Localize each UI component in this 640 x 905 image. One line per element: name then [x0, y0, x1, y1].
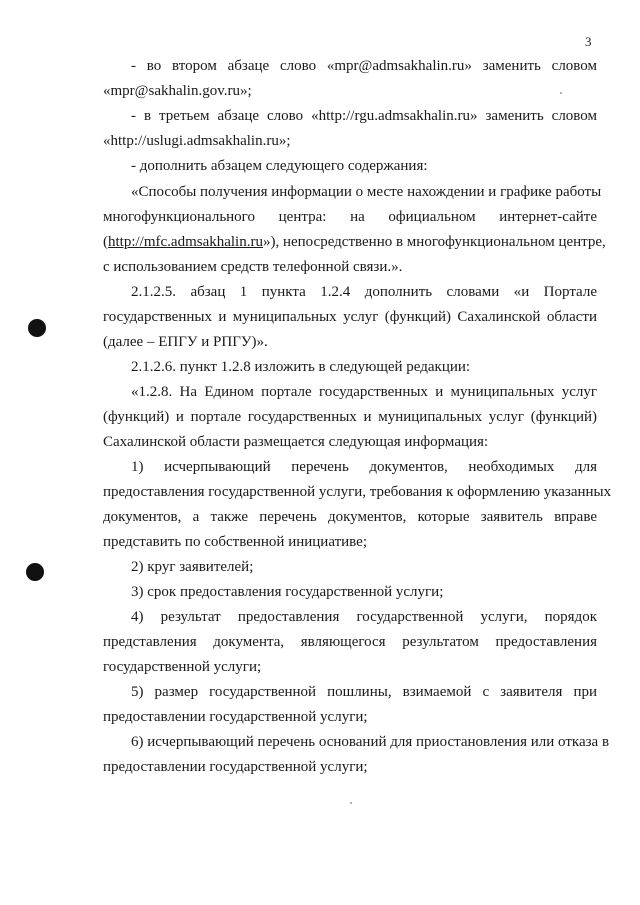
- paren: (: [103, 234, 108, 250]
- text-line: 1) исчерпывающий перечень документов, необходимых для: [131, 459, 597, 475]
- text-line: представления документа, являющегося результатом предоставления: [103, 634, 597, 650]
- text-line: 4) результат предоставления государственной услуги, порядок: [131, 609, 597, 625]
- text-line: «mpr@sakhalin.gov.ru»;: [103, 83, 252, 99]
- scan-speck: [560, 92, 562, 94]
- page-number: 3: [585, 34, 592, 49]
- text-line: [103, 233, 606, 251]
- text-line: «1.2.8. На Едином портале государственных и муниципальных услуг: [131, 384, 597, 400]
- text-line: (далее – ЕПГУ и РПГУ)».: [103, 334, 268, 350]
- text-line: «http://uslugi.admsakhalin.ru»;: [103, 133, 291, 149]
- text-line: с использованием средств телефонной связи.».: [103, 259, 403, 275]
- text-line: Сахалинской области размещается следующая информация:: [103, 434, 489, 450]
- mfc-site-link[interactable]: http://mfc.admsakhalin.ru: [108, 234, 263, 250]
- text-line: - во втором абзаце слово «mpr@admsakhalin.ru» заменить словом: [131, 58, 597, 74]
- text-line: - дополнить абзацем следующего содержания:: [131, 158, 428, 174]
- text-line: 3) срок предоставления государственной услуги;: [131, 584, 444, 600]
- text-line: предоставлении государственной услуги;: [103, 709, 368, 725]
- text-fragment: »), непосредственно в многофункциональном центре,: [262, 234, 606, 250]
- text-line: 2.1.2.6. пункт 1.2.8 изложить в следующей редакции:: [131, 359, 471, 375]
- text-line: 6) исчерпывающий перечень оснований для приостановления или отказа в: [131, 734, 610, 750]
- punch-hole: [28, 319, 46, 337]
- text-line: представить по собственной инициативе;: [103, 534, 368, 550]
- text-line: 2.1.2.5. абзац 1 пункта 1.2.4 дополнить словами «и Портале: [131, 284, 597, 300]
- text-line: - в третьем абзаце слово «http://rgu.admsakhalin.ru» заменить словом: [131, 108, 597, 124]
- text-line: многофункционального центра: на официальном интернет-сайте: [103, 209, 597, 225]
- text-line: государственных и муниципальных услуг (функций) Сахалинской области: [103, 309, 597, 325]
- text-line: государственной услуги;: [103, 659, 262, 675]
- text-line: предоставлении государственной услуги;: [103, 759, 368, 775]
- text-line: «Способы получения информации о месте нахождении и графике работы: [131, 184, 602, 200]
- text-line: предоставления государственной услуги, требования к оформлению указанных: [103, 484, 612, 500]
- scan-speck: [350, 802, 352, 804]
- punch-hole: [26, 563, 44, 581]
- text-line: (функций) и портале государственных и муниципальных услуг (функций): [103, 409, 597, 425]
- text-line: 5) размер государственной пошлины, взимаемой с заявителя при: [131, 684, 597, 700]
- text-line: документов, а также перечень документов, которые заявитель вправе: [103, 509, 597, 525]
- text-line: 2) круг заявителей;: [131, 559, 254, 575]
